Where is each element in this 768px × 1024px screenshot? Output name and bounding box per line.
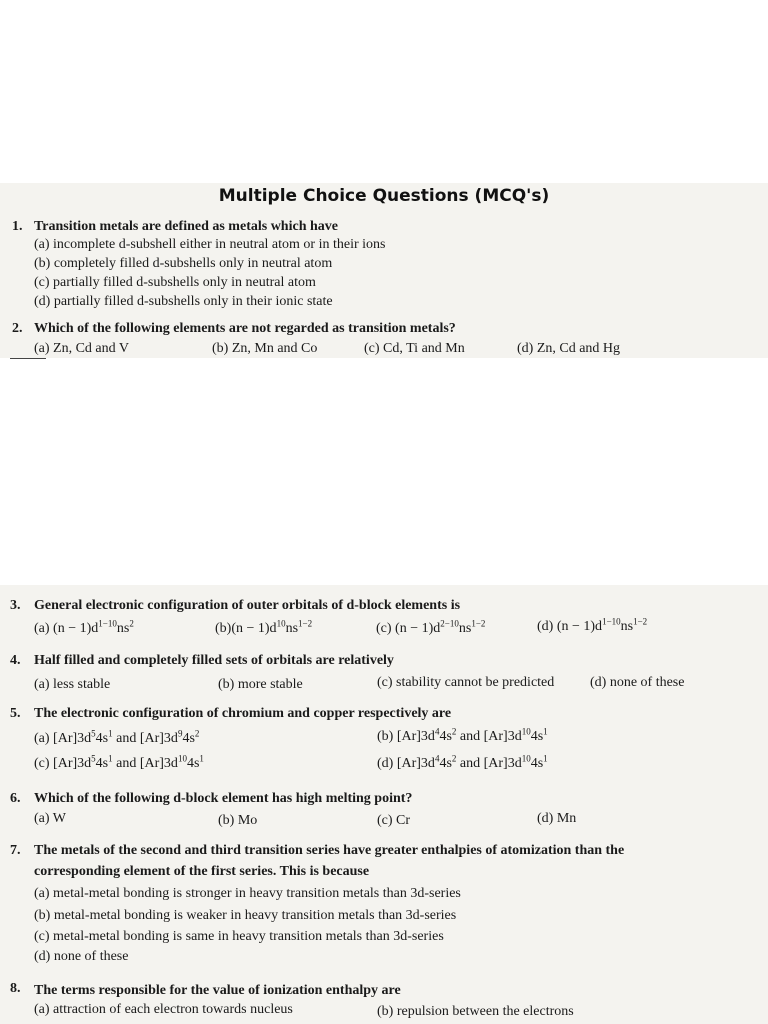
question-8-stem: The terms responsible for the value of ionization enthalpy are	[34, 983, 401, 998]
question-6-option-a: (a) W	[34, 811, 66, 826]
question-3-option-d: (d) $(n - 1)d^{1-10}ns^{1-2}$	[537, 616, 648, 634]
question-1-option-a: (a) incomplete d-subshell either in neutral atom or in their ions	[34, 237, 386, 252]
question-4-option-d: (d) none of these	[590, 675, 685, 690]
question-1-option-c: (c) partially filled d-subshells only in neutral atom	[34, 275, 316, 290]
question-6-option-b: (b) Mo	[218, 813, 258, 828]
question-5-option-a: (a) $[Ar]3d^54s^1$ and $[Ar]3d^94s^2$	[34, 728, 200, 746]
question-6-option-d: (d) Mn	[537, 811, 577, 826]
question-1-option-b: (b) completely filled d-subshells only in neutral atom	[34, 256, 333, 271]
question-4-stem: Half filled and completely filled sets of orbitals are relatively	[34, 653, 394, 668]
question-5-number: 5.	[10, 706, 21, 721]
question-3-stem: General electronic configuration of outer orbitals of d-block elements is	[34, 598, 461, 613]
question-2-stem: Which of the following elements are not regarded as transition metals?	[34, 321, 456, 336]
question-6-stem: Which of the following d-block element has high melting point?	[34, 791, 413, 806]
question-8-number: 8.	[10, 981, 21, 996]
question-3-option-c: (c) $(n - 1)d^{2-10}ns^{1-2}$	[376, 618, 486, 636]
question-7-stem-line-2: corresponding element of the first series. This is because	[34, 864, 370, 879]
question-7-option-b: (b) metal-metal bonding is weaker in heavy transition metals than 3d-series	[34, 908, 457, 923]
question-7-option-c: (c) metal-metal bonding is same in heavy transition metals than 3d-series	[34, 929, 444, 944]
question-3-number: 3.	[10, 598, 21, 613]
question-5-option-b: (b) $[Ar]3d^44s^2$ and $[Ar]3d^{10}4s^1$	[377, 726, 548, 744]
question-5-option-d: (d) $[Ar]3d^44s^2$ and $[Ar]3d^{10}4s^1$	[377, 753, 548, 771]
question-4-number: 4.	[10, 653, 21, 668]
page-title: Multiple Choice Questions (MCQ's)	[218, 186, 550, 206]
question-8-option-a: (a) attraction of each electron towards nucleus	[34, 1002, 293, 1017]
divider-line	[10, 358, 46, 359]
question-4-option-a: (a) less stable	[34, 677, 111, 692]
question-1-number: 1.	[12, 219, 23, 234]
question-2-option-b: (b) Zn, Mn and Co	[212, 341, 318, 356]
question-7-option-d: (d) none of these	[34, 949, 129, 964]
question-1-option-d: (d) partially filled d-subshells only in their ionic state	[34, 294, 333, 309]
question-6-option-c: (c) Cr	[377, 813, 411, 828]
question-4-option-c: (c) stability cannot be predicted	[377, 675, 555, 690]
question-8-option-b: (b) repulsion between the electrons	[377, 1004, 574, 1019]
question-4-option-b: (b) more stable	[218, 677, 303, 692]
question-2-option-a: (a) Zn, Cd and V	[34, 341, 129, 356]
question-7-stem-line-1: The metals of the second and third transition series have greater enthalpies of atomization than the	[34, 843, 625, 858]
question-1-stem: Transition metals are defined as metals which have	[34, 219, 338, 234]
question-2-option-c: (c) Cd, Ti and Mn	[364, 341, 465, 356]
blank-area-top	[0, 0, 768, 183]
question-3-option-b: $(b)(n - 1)d^{10}ns^{1-2}$	[215, 618, 313, 636]
question-6-number: 6.	[10, 791, 21, 806]
question-7-number: 7.	[10, 843, 21, 858]
question-3-option-a: (a) $(n - 1)d^{1-10}ns^2$	[34, 618, 134, 636]
blank-area-middle	[0, 358, 768, 585]
question-7-option-a: (a) metal-metal bonding is stronger in heavy transition metals than 3d-series	[34, 886, 461, 901]
question-5-stem: The electronic configuration of chromium and copper respectively are	[34, 706, 452, 721]
question-5-option-c: (c) $[Ar]3d^54s^1$ and $[Ar]3d^{10}4s^1$	[34, 753, 204, 771]
question-2-option-d: (d) Zn, Cd and Hg	[517, 341, 621, 356]
question-2-number: 2.	[12, 321, 23, 336]
